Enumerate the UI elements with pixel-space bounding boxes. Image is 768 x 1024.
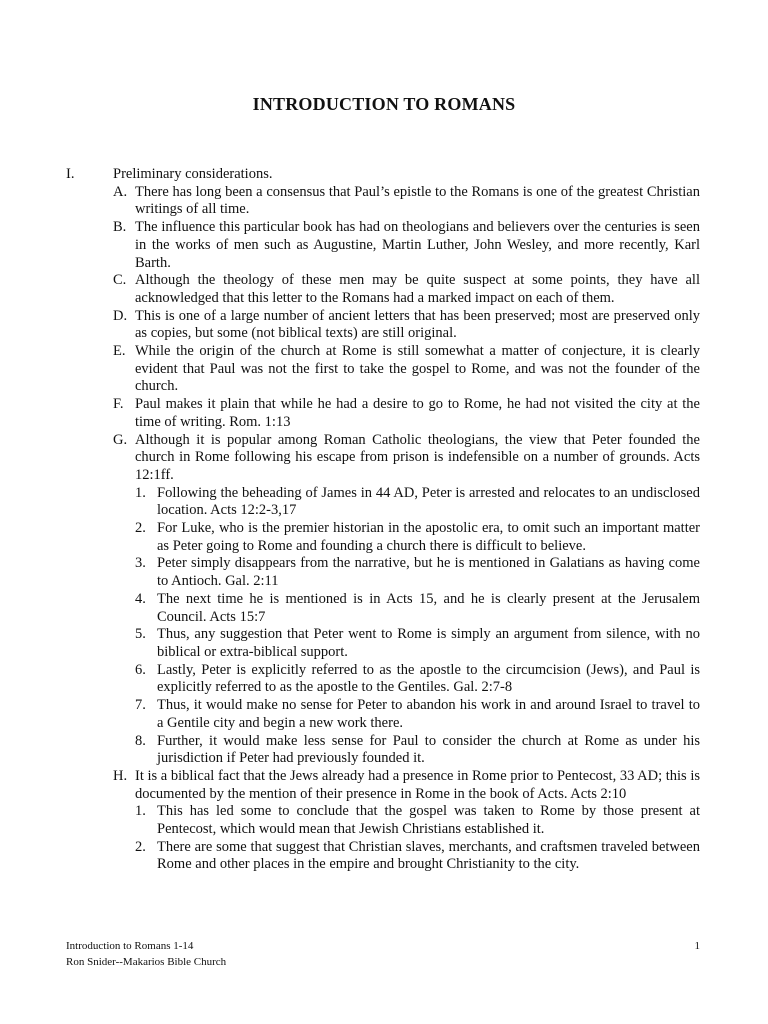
sub-item <box>135 803 700 838</box>
footer-row-1 <box>66 938 700 954</box>
page-number: 1 <box>694 940 700 952</box>
item-label: E. <box>113 343 126 360</box>
item-label: A. <box>113 183 128 200</box>
item-text: Although it is popular among Roman Catholic theologians, the view that Peter founded the church in Rome following his escape from prison is indefensible on a number of grounds. Acts 12:1ff. <box>135 431 700 483</box>
item-body <box>135 308 700 343</box>
sub-item-text: Further, it would make less sense for Paul to consider the church at Rome as under his jurisdiction if Peter had previously founded it. <box>157 732 700 767</box>
item-label: G. <box>113 431 128 448</box>
outline <box>66 166 700 874</box>
outline-item <box>113 184 700 219</box>
sub-item-label: 3. <box>135 555 146 572</box>
outline-items <box>66 184 700 874</box>
sub-item-text: The next time he is mentioned is in Acts 15, and he is clearly present at the Jerusalem Council. Acts 15:7 <box>157 590 700 625</box>
item-label: D. <box>113 307 128 324</box>
item-body <box>135 432 700 768</box>
outline-item <box>113 343 700 396</box>
sub-item-label: 4. <box>135 590 146 607</box>
sub-item-label: 1. <box>135 803 146 820</box>
item-text: Paul makes it plain that while he had a desire to go to Rome, he had not visited the city at the time of writing. Rom. 1:13 <box>135 396 700 430</box>
item-label: H. <box>113 767 128 784</box>
footer-document-title: Introduction to Romans 1-14 <box>66 940 194 952</box>
item-body <box>135 184 700 219</box>
item-label: F. <box>113 396 124 413</box>
page-title: INTRODUCTION TO ROMANS <box>252 94 516 114</box>
sub-item-text: For Luke, who is the premier historian in the apostolic era, to omit such an important matter as Peter going to Rome and founding a church there is difficult to believe. <box>157 520 700 554</box>
sub-item <box>135 697 700 732</box>
footer-author: Ron Snider--Makarios Bible Church <box>66 956 227 968</box>
item-body <box>135 272 700 307</box>
sub-item-label: 8. <box>135 732 146 749</box>
sub-item-label: 5. <box>135 626 146 643</box>
sub-item-text: Thus, any suggestion that Peter went to Rome is simply an argument from silence, with no biblical or extra-biblical support. <box>157 626 700 660</box>
outline-item <box>113 308 700 343</box>
outline-item <box>113 768 700 874</box>
outline-item <box>113 432 700 768</box>
item-body <box>135 343 700 396</box>
outline-item <box>113 219 700 272</box>
item-label: B. <box>113 219 127 236</box>
section-heading-row <box>66 166 700 184</box>
item-text: The influence this particular book has had on theologians and believers over the centuries is seen in the works of men such as Augustine, Martin Luther, John Wesley, and more recently, Karl Barth. <box>135 219 700 271</box>
page-footer <box>66 938 700 970</box>
item-body <box>135 219 700 272</box>
sub-item-text: This has led some to conclude that the gospel was taken to Rome by those present at Pentecost, which would mean that Jewish Christians established it. <box>157 803 700 838</box>
sub-item <box>135 485 700 520</box>
item-text: While the origin of the church at Rome is still somewhat a matter of conjecture, it is clearly evident that Paul was not the first to take the gospel to Rome, and was not the founder of the church. <box>135 343 700 395</box>
section-numeral: I. <box>66 166 75 182</box>
item-text: This is one of a large number of ancient letters that has been preserved; most are preserved only as copies, but some (not biblical texts) are still original. <box>135 307 700 342</box>
sub-item-text: Lastly, Peter is explicitly referred to as the apostle to the circumcision (Jews), and Paul is explicitly referred to as the apostle to the Gentiles. Gal. 2:7-8 <box>157 661 700 696</box>
outline-item <box>113 396 700 431</box>
section-heading: Preliminary considerations. <box>113 166 273 182</box>
sub-item <box>135 626 700 661</box>
item-text: It is a biblical fact that the Jews already had a presence in Rome prior to Pentecost, 33 AD; this is documented by the mention of their presence in Rome in the book of Acts. Acts 2:10 <box>135 767 700 802</box>
sub-item-label: 1. <box>135 484 146 501</box>
item-text: Although the theology of these men may be quite suspect at some points, they have all acknowledged that this letter to the Romans had a marked impact on each of them. <box>135 272 700 306</box>
sub-item-text: Thus, it would make no sense for Peter to abandon his work in and around Israel to travel to a Gentile city and begin a new work there. <box>157 697 700 731</box>
item-body <box>135 768 700 874</box>
sub-item <box>135 839 700 874</box>
outline-item <box>113 272 700 307</box>
item-label: C. <box>113 272 127 289</box>
sub-item-text: Peter simply disappears from the narrative, but he is mentioned in Galatians as having come to Antioch. Gal. 2:11 <box>157 555 700 590</box>
sub-item <box>135 733 700 768</box>
sub-item-label: 2. <box>135 520 146 537</box>
sub-item-label: 7. <box>135 697 146 714</box>
sub-item <box>135 520 700 555</box>
sub-item <box>135 662 700 697</box>
item-text: There has long been a consensus that Paul’s epistle to the Romans is one of the greatest Christian writings of all time. <box>135 183 700 218</box>
sub-item-label: 6. <box>135 661 146 678</box>
sub-item-text: Following the beheading of James in 44 AD, Peter is arrested and relocates to an undisclosed location. Acts 12:2-3,17 <box>157 484 700 519</box>
item-body <box>135 396 700 431</box>
sub-item-label: 2. <box>135 838 146 855</box>
sub-item <box>135 591 700 626</box>
sub-item <box>135 555 700 590</box>
sub-item-text: There are some that suggest that Christian slaves, merchants, and craftsmen traveled between Rome and other places in the empire and brought Christianity to the city. <box>157 838 700 873</box>
